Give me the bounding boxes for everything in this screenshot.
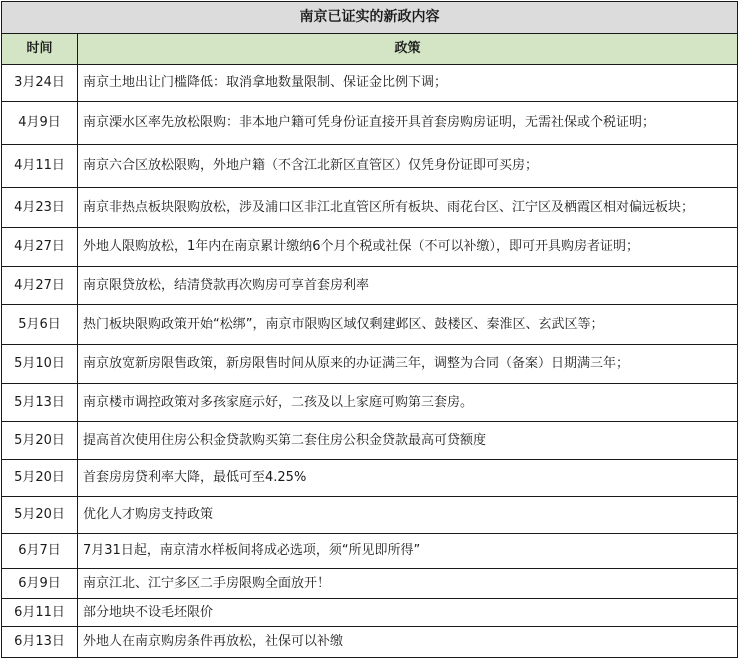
row-time: 4月9日 bbox=[2, 102, 78, 145]
row-time: 5月6日 bbox=[2, 305, 78, 345]
row-policy: 南京江北、江宁多区二手房限购全面放开！ bbox=[78, 569, 738, 599]
row-policy: 外地人在南京购房条件再放松，社保可以补缴 bbox=[78, 627, 738, 658]
row-time: 5月20日 bbox=[2, 422, 78, 460]
table-row bbox=[2, 497, 738, 534]
row-time: 4月27日 bbox=[2, 267, 78, 305]
row-policy: 南京溧水区率先放松限购：非本地户籍可凭身份证直接开具首套房购房证明，无需社保或个税证明； bbox=[78, 102, 738, 145]
row-time: 5月10日 bbox=[2, 345, 78, 384]
table-title: 南京已证实的新政内容 bbox=[2, 2, 738, 34]
row-policy: 提高首次使用住房公积金贷款购买第二套住房公积金贷款最高可贷额度 bbox=[78, 422, 738, 460]
row-time: 4月23日 bbox=[2, 188, 78, 228]
header-time: 时间 bbox=[2, 34, 78, 65]
table-row bbox=[2, 228, 738, 267]
row-time: 5月20日 bbox=[2, 497, 78, 534]
row-time: 6月13日 bbox=[2, 627, 78, 658]
row-policy: 外地人限购放松，1年内在南京累计缴纳6个月个税或社保（不可以补缴），即可开具购房者证明； bbox=[78, 228, 738, 267]
row-policy: 南京楼市调控政策对多孩家庭示好，二孩及以上家庭可购第三套房。 bbox=[78, 384, 738, 422]
table-row bbox=[2, 145, 738, 188]
row-time: 5月20日 bbox=[2, 460, 78, 497]
row-policy: 首套房房贷利率大降，最低可至4.25% bbox=[78, 460, 738, 497]
row-time: 6月7日 bbox=[2, 534, 78, 569]
table-row bbox=[2, 102, 738, 145]
row-policy: 部分地块不设毛坯限价 bbox=[78, 599, 738, 627]
row-time: 5月13日 bbox=[2, 384, 78, 422]
row-time: 6月11日 bbox=[2, 599, 78, 627]
table-row bbox=[2, 569, 738, 599]
table-row bbox=[2, 422, 738, 460]
table-row bbox=[2, 65, 738, 102]
policy-table-container bbox=[1, 1, 738, 658]
row-policy: 南京限贷放松，结清贷款再次购房可享首套房利率 bbox=[78, 267, 738, 305]
table-header-row bbox=[2, 34, 738, 65]
row-policy: 优化人才购房支持政策 bbox=[78, 497, 738, 534]
row-policy: 南京放宽新房限售政策，新房限售时间从原来的办证满三年，调整为合同（备案）日期满三年； bbox=[78, 345, 738, 384]
header-policy: 政策 bbox=[78, 34, 738, 65]
table-row bbox=[2, 627, 738, 658]
table-row bbox=[2, 188, 738, 228]
table-row bbox=[2, 384, 738, 422]
row-time: 3月24日 bbox=[2, 65, 78, 102]
table-body bbox=[2, 65, 738, 658]
table-row bbox=[2, 534, 738, 569]
table-row bbox=[2, 599, 738, 627]
row-policy: 南京非热点板块限购放松，涉及浦口区非江北直管区所有板块、雨花台区、江宁区及栖霞区相对偏远板块； bbox=[78, 188, 738, 228]
row-policy: 南京土地出让门槛降低：取消拿地数量限制、保证金比例下调； bbox=[78, 65, 738, 102]
row-time: 6月9日 bbox=[2, 569, 78, 599]
table-title-row bbox=[2, 2, 738, 34]
row-time: 4月11日 bbox=[2, 145, 78, 188]
table-row bbox=[2, 305, 738, 345]
row-policy: 7月31日起，南京清水样板间将成必选项，须“所见即所得” bbox=[78, 534, 738, 569]
row-time: 4月27日 bbox=[2, 228, 78, 267]
table-row bbox=[2, 345, 738, 384]
row-policy: 热门板块限购政策开始“松绑”，南京市限购区域仅剩建邺区、鼓楼区、秦淮区、玄武区等； bbox=[78, 305, 738, 345]
table-row bbox=[2, 267, 738, 305]
policy-table bbox=[1, 1, 738, 658]
table-row bbox=[2, 460, 738, 497]
row-policy: 南京六合区放松限购，外地户籍（不含江北新区直管区）仅凭身份证即可买房； bbox=[78, 145, 738, 188]
